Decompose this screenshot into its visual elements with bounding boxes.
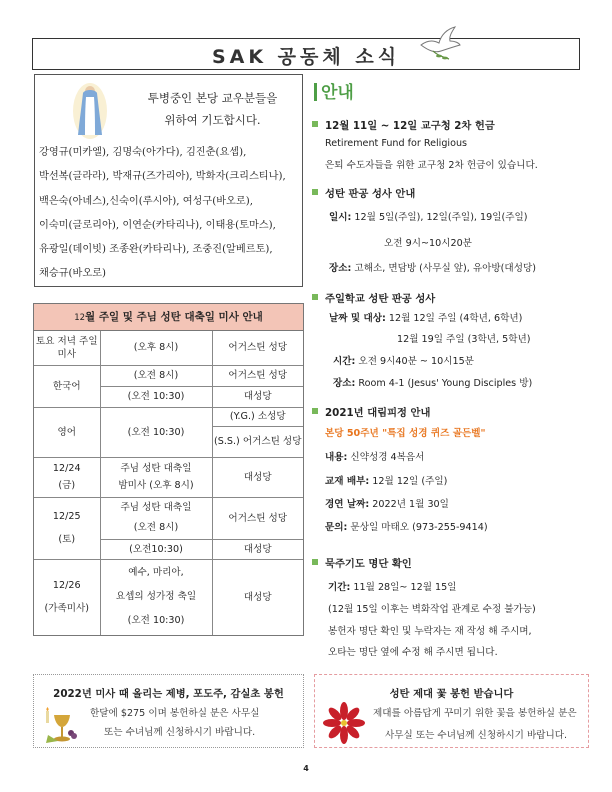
mass-name: 요셉의 성가정 축일 xyxy=(115,591,197,603)
flower-offering-text: 사무실 또는 수녀님께 신청하시기 바랍니다. xyxy=(385,730,568,741)
prayer-names xyxy=(39,141,301,287)
notice-title xyxy=(314,78,354,103)
mass-name: 주님 성탄 대축일 xyxy=(120,463,192,474)
field-value: 오전 9시40분 ~ 10시15분 xyxy=(355,356,474,367)
field-label: 장소: xyxy=(333,378,356,389)
table-row xyxy=(34,559,303,635)
section-line: 오타는 명단 옆에 수정 해 주시면 됩니다. xyxy=(328,647,498,658)
field-label: 내용: xyxy=(325,452,348,463)
mass-schedule-title xyxy=(34,304,303,331)
bullet-icon xyxy=(312,559,318,565)
offering-text: 한달에 $275 이며 봉헌하실 분은 사무실 xyxy=(90,708,260,719)
mass-name: 주님 성탄 대축일 xyxy=(120,502,192,513)
section-heading: 12월 11일 ~ 12일 교구청 2차 헌금 xyxy=(325,120,495,132)
section-line: 은퇴 수도자들을 위한 교구청 2차 헌금이 있습니다. xyxy=(325,160,538,171)
mass-schedule xyxy=(33,303,304,636)
section-line xyxy=(328,579,457,593)
table-cell xyxy=(100,497,212,539)
field-label: 일시: xyxy=(329,212,352,223)
section-heading: 묵주기도 명단 확인 xyxy=(325,558,412,570)
section-line: (12월 15일 이후는 벽화작업 관계로 수정 불가능) xyxy=(328,604,536,615)
field-label: 경연 날짜: xyxy=(325,499,370,510)
mass-name: 예수, 마리아, xyxy=(128,567,184,579)
table-cell: (Y.G.) 소성당 xyxy=(212,407,303,426)
prayer-box xyxy=(34,74,303,287)
section-line: Retirement Fund for Religious xyxy=(325,138,468,149)
field-value: 12월 5일(주일), 12일(주일), 19일(주일) xyxy=(351,212,528,223)
date-label: 12/25 xyxy=(52,511,81,522)
field-value: 신약성경 4복음서 xyxy=(347,452,425,463)
virgin-mary-icon xyxy=(73,81,107,139)
section-line xyxy=(333,353,474,367)
section-heading: 주일학교 성탄 판공 성사 xyxy=(325,293,436,305)
table-cell: (오전 8시) xyxy=(100,365,212,386)
section-line xyxy=(329,209,528,223)
field-value: 고해소, 면담방 (사무실 앞), 유아방(대성당) xyxy=(351,263,536,274)
title-bar xyxy=(314,83,317,101)
offering-text: 또는 수녀님께 신청하시기 바랍니다. xyxy=(104,727,256,738)
mass-title-month: 12 xyxy=(74,313,86,323)
table-cell: 어거스틴 성당 xyxy=(212,331,303,365)
offering-title: 2022년 미사 때 올리는 제병, 포도주, 감실초 봉헌 xyxy=(53,688,284,700)
field-value: 11월 28일~ 12월 15일 xyxy=(350,582,457,593)
prayer-intro-line: 위하여 기도합시다. xyxy=(164,113,261,127)
header-box xyxy=(32,38,580,70)
poinsettia-icon xyxy=(321,701,367,745)
table-cell: 어거스틴 성당 xyxy=(212,365,303,386)
section-line xyxy=(325,519,488,533)
field-label: 교재 배부: xyxy=(325,476,370,487)
section-line xyxy=(329,260,536,274)
table-cell: (오전10:30) xyxy=(100,539,212,559)
table-cell: 한국어 xyxy=(34,365,100,407)
table-cell: 영어 xyxy=(34,407,100,457)
notice-title-text: 안내 xyxy=(321,83,354,103)
bullet-icon xyxy=(312,294,318,300)
prayer-intro xyxy=(125,87,300,131)
section-line: 오전 9시~10시20분 xyxy=(384,238,472,249)
page-number: 4 xyxy=(303,764,309,773)
table-cell xyxy=(100,559,212,635)
flower-offering-text: 제대를 아름답게 꾸미기 위한 꽃을 봉헌하실 분은 xyxy=(373,708,577,719)
dove-icon xyxy=(419,25,461,63)
table-cell: 대성당 xyxy=(212,539,303,559)
table-row xyxy=(34,331,303,365)
field-value: 12월 12일 (주일) xyxy=(369,476,448,487)
table-cell xyxy=(100,457,212,497)
field-label: 기간: xyxy=(328,582,351,593)
mass-time: 밤미사 (오후 8시) xyxy=(118,480,194,491)
offering-box xyxy=(33,674,304,748)
day-label: (토) xyxy=(58,534,76,545)
table-cell xyxy=(34,457,100,497)
prayer-name-line: 박선복(글라라), 박재규(즈가리아), 박화자(크리스티나), xyxy=(39,171,286,183)
mass-table xyxy=(34,331,303,635)
prayer-name-line: 채승규(바오로) xyxy=(39,268,106,280)
field-label: 문의: xyxy=(325,522,348,533)
date-label: 12/26 xyxy=(52,580,81,592)
section-line xyxy=(325,449,424,463)
table-row xyxy=(34,497,303,539)
section-line: 12월 19일 주일 (3학년, 5학년) xyxy=(397,334,531,345)
page-title: SAK 공동체 소식 xyxy=(211,46,401,68)
bullet-icon xyxy=(312,121,318,127)
table-cell: 토요 저녁 주일미사 xyxy=(34,331,100,365)
mass-time: (오전 10:30) xyxy=(127,615,185,627)
table-cell xyxy=(34,559,100,635)
section-heading: 2021년 대림피정 안내 xyxy=(325,407,431,419)
field-label: 장소: xyxy=(329,263,352,274)
event-subtitle: 본당 50주년 "특집 성경 퀴즈 골든벨" xyxy=(325,428,486,439)
date-label: 12/24 xyxy=(52,463,81,474)
section-line xyxy=(325,496,449,510)
mass-title-text: 월 주일 및 주님 성탄 대축일 미사 안내 xyxy=(85,311,263,323)
field-value: 12월 12일 주일 (4학년, 6학년) xyxy=(385,313,523,324)
flower-offering-title: 성탄 제대 꽃 봉헌 받습니다 xyxy=(389,688,514,700)
table-row xyxy=(34,407,303,426)
flower-offering-box xyxy=(314,674,589,748)
field-value: 문상일 마태오 (973-255-9414) xyxy=(347,522,488,533)
prayer-name-line: 강영규(미카엘), 김명숙(아가다), 김진춘(요셉), xyxy=(39,147,247,158)
section-line xyxy=(329,310,522,324)
table-row xyxy=(34,365,303,386)
table-row xyxy=(34,457,303,497)
section-line xyxy=(325,473,447,487)
prayer-intro-line: 투병중인 본당 교우분들을 xyxy=(147,91,278,105)
table-cell: (S.S.) 어거스틴 성당 xyxy=(212,426,303,457)
bullet-icon xyxy=(312,189,318,195)
mass-time: (오전 8시) xyxy=(133,522,179,533)
chalice-icon xyxy=(42,705,78,745)
field-label: 날짜 및 대상: xyxy=(329,313,386,324)
day-label: (가족미사) xyxy=(44,603,90,615)
section-line: 봉헌자 명단 확인 및 누락자는 재 작성 해 주시며, xyxy=(328,626,532,637)
prayer-name-line: 이숙미(글로리아), 이연순(카타리나), 이태용(토마스), xyxy=(39,219,276,231)
prayer-name-line: 유광일(데이빗) 조종완(카타리나), 조중진(알베르토), xyxy=(39,244,273,256)
bullet-icon xyxy=(312,408,318,414)
table-cell: 대성당 xyxy=(212,559,303,635)
field-value: Room 4-1 (Jesus' Young Disciples 방) xyxy=(355,378,533,389)
day-label: (금) xyxy=(58,480,76,491)
table-cell: 대성당 xyxy=(212,386,303,407)
table-cell: (오전 10:30) xyxy=(100,407,212,457)
section-heading: 성탄 판공 성사 안내 xyxy=(325,188,416,200)
field-value: 2022년 1월 30일 xyxy=(369,499,449,510)
prayer-name-line: 백은숙(아녜스),신숙이(루시아), 여성구(바오로), xyxy=(39,195,253,207)
table-cell: (오후 8시) xyxy=(100,331,212,365)
table-cell xyxy=(34,497,100,559)
table-cell: 대성당 xyxy=(212,457,303,497)
table-cell: (오전 10:30) xyxy=(100,386,212,407)
table-cell: 어거스틴 성당 xyxy=(212,497,303,539)
section-line xyxy=(333,375,532,389)
field-label: 시간: xyxy=(333,356,356,367)
